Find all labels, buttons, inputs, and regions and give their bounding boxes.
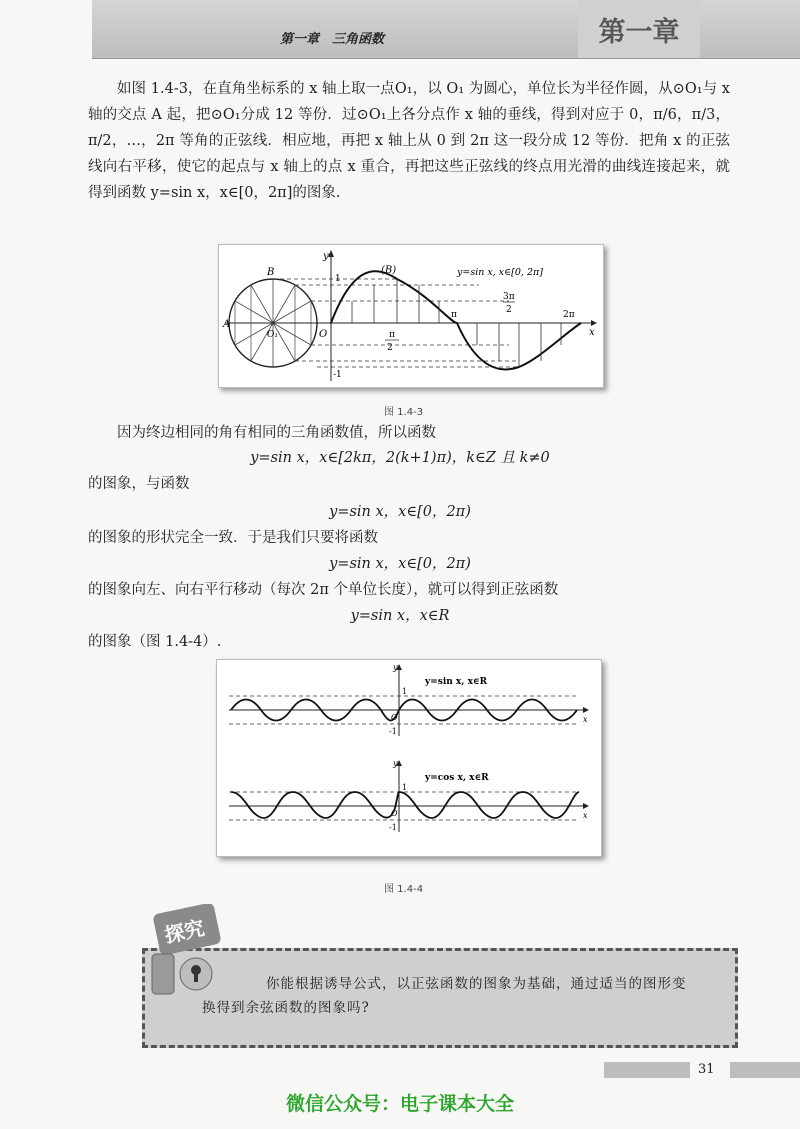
y-axis-label: y [323,251,329,262]
sin-function-label: y=sin x, x∈R [425,677,488,687]
page-number: 31 [698,1062,715,1077]
sin-origin: O [391,713,398,722]
origin-label: O [319,329,328,340]
figure-1-4-3 [218,244,604,388]
o1-label: O₁ [267,330,278,340]
point-a-label: A [223,319,231,330]
page-number-bar-right [730,1062,800,1078]
tick-pi2-den: 2 [387,343,393,353]
sine-cosine-graphs [217,660,601,856]
footer-watermark: 微信公众号：电子课本大全 [285,1093,514,1115]
paragraph-2: 因为终边相同的角有相同的三角函数值，所以函数 [117,425,436,441]
chapter-tab [578,0,700,58]
equation-4: y=sin x，x∈R [350,608,450,624]
explore-line-2: 换得到余弦函数的图象吗? [202,1000,370,1016]
sin-x-label: x [583,715,588,724]
cos-origin: O [391,809,398,818]
explore-badge-label: 探究 [162,915,207,948]
text-line-a: 的图象，与函数 [88,476,190,492]
point-b-label: B [267,267,275,278]
figure2-caption: 图 1.4-4 [384,884,424,895]
equation-1: y=sin x，x∈[2kπ，2(k+1)π)，k∈Z 且 k≠0 [250,450,550,466]
cos-function-label: y=cos x, x∈R [425,773,489,783]
cos-x-label: x [583,811,588,820]
sine-graph [229,663,589,736]
text-line-c: 的图象向左、向右平行移动（每次 2π 个单位长度），就可以得到正弦函数 [88,582,559,598]
cos-tick-neg-one: -1 [389,823,397,832]
sin-tick-one: 1 [402,687,408,696]
figure1-caption: 图 1.4-3 [384,407,424,418]
tick-one: 1 [335,274,341,284]
tick-pi2-num: π [389,330,395,340]
key-icon [152,954,212,994]
equation-2: y=sin x，x∈[0，2π) [329,504,471,520]
equation-3: y=sin x，x∈[0，2π) [329,556,471,572]
cosine-wave [231,792,579,818]
x-axis-label: x [589,327,595,338]
text-line-b: 的图象的形状完全一致．于是我们只要将函数 [88,530,378,546]
cosine-graph [229,759,589,832]
cos-y-label: y [393,759,398,768]
sin-tick-neg-one: -1 [389,727,397,736]
explore-text [202,972,716,1020]
explore-line-1: 你能根据诱导公式，以正弦函数的图象为基础，通过适当的图形变 [266,976,687,992]
cos-tick-one: 1 [402,783,408,792]
chapter-tab-label: 第一章 [598,16,680,48]
tick-3pi2-den: 2 [506,305,512,315]
sine-curve [331,271,581,369]
figure1-function-label: y=sin x, x∈[0, 2π] [457,267,543,278]
tick-2pi: 2π [563,310,575,320]
point-b-paren-label: (B) [381,265,397,276]
paragraph-1: 如图 1.4-3，在直角坐标系的 x 轴上取一点O₁，以 O₁ 为圆心，单位长为半径作圆，从⊙O₁与 x 轴的交点 A 起，把⊙O₁分成 12 等份．过⊙O₁上各分点作 x 轴的垂线，得到对应于 0，π/6，π/3，π/2，…，2π 等角的正弦线．相应地，再把 x 轴上从 0 到 2π 这一段分成 12 等份．把角 x 的正弦线向右平移，使它的起点与 x 轴上的点 x 重合，再把这些正弦线的终点用光滑的曲线连接起来，就得到函数 y=sin x，x∈[0，2π]的图象. [88,81,730,201]
tick-neg-one: -1 [333,370,342,380]
running-header: 第一章 三角函数 [280,32,385,47]
text-line-d: 的图象（图 1.4-4）. [88,634,222,650]
tick-pi: π [451,310,457,320]
sin-y-label: y [393,663,398,672]
page-number-bar-left [604,1062,690,1078]
figure-1-4-4 [216,659,602,857]
tick-3pi2-num: 3π [503,292,515,302]
sine-construction-diagram [219,245,603,387]
